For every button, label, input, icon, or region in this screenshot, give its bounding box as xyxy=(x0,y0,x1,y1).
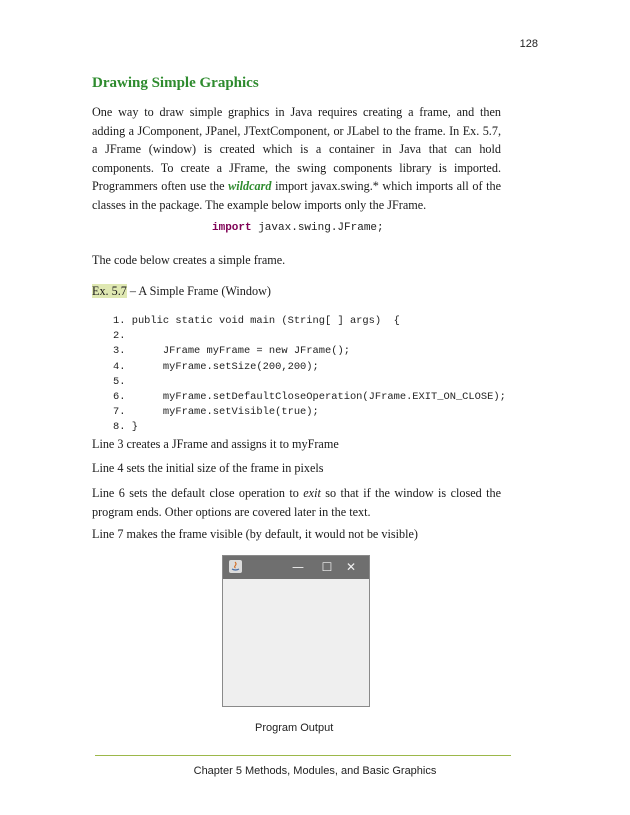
explanation-6-text-1: Line 6 sets the default close operation to xyxy=(92,486,304,500)
explanation-line-3: Line 3 creates a JFrame and assigns it to myFrame xyxy=(92,437,339,451)
figure-caption: Program Output xyxy=(255,722,334,734)
code-listing xyxy=(113,314,506,436)
code-line: 2. xyxy=(113,330,126,343)
paragraph-text-1: One way to draw simple graphics in Java requires creating a frame, and then adding a JComponent, JPanel, JTextComponent, or JLabel to the frame. In Ex. 5.7, a JFrame (window) is created which is a container in Java that can hold components. To create a JFrame, the swing components library is imported. Programmers often use the xyxy=(92,105,501,194)
code-line: 8. } xyxy=(113,421,138,434)
code-intro-text: The code below creates a simple frame. xyxy=(92,253,286,267)
import-target: javax.swing.JFrame; xyxy=(251,222,384,234)
java-icon xyxy=(229,560,242,573)
code-line: 7. myFrame.setVisible(true); xyxy=(113,406,319,419)
code-line: 5. xyxy=(113,375,126,388)
explanation-6-text-2: so that if the window is closed the program ends. Other options are covered later in the text. xyxy=(92,486,502,519)
code-line: 3. JFrame myFrame = new JFrame(); xyxy=(113,345,350,358)
explanation-line-6 xyxy=(92,484,501,521)
exit-term: exit xyxy=(303,486,321,500)
wildcard-term: wildcard xyxy=(228,179,272,194)
minimize-icon: — xyxy=(292,560,304,574)
explanation-line-4: Line 4 sets the initial size of the frame in pixels xyxy=(92,461,324,475)
import-keyword: import xyxy=(212,222,252,234)
jframe-window-screenshot xyxy=(222,555,370,707)
window-titlebar xyxy=(223,556,369,579)
maximize-icon: ☐ xyxy=(321,560,333,574)
example-label: Ex. 5.7 xyxy=(92,284,127,298)
explanation-line-7: Line 7 makes the frame visible (by default, it would not be visible) xyxy=(92,527,418,541)
section-heading: Drawing Simple Graphics xyxy=(92,75,259,91)
import-example xyxy=(212,222,384,234)
footer-divider xyxy=(95,755,511,756)
page-number: 128 xyxy=(519,38,538,50)
example-caption xyxy=(92,284,271,299)
intro-paragraph xyxy=(92,103,501,215)
chapter-footer: Chapter 5 Methods, Modules, and Basic Graphics xyxy=(193,765,437,777)
close-icon: ✕ xyxy=(345,560,357,574)
code-line: 6. myFrame.setDefaultCloseOperation(JFrame.EXIT_ON_CLOSE); xyxy=(113,390,506,403)
paragraph-text-2: import javax.swing.* which imports all of the classes in the package. The example below imports only the JFrame. xyxy=(92,179,501,212)
code-line: 4. myFrame.setSize(200,200); xyxy=(113,360,319,373)
example-title: – A Simple Frame (Window) xyxy=(126,284,271,298)
code-line: 1. public static void main (String[ ] args) { xyxy=(113,315,400,327)
